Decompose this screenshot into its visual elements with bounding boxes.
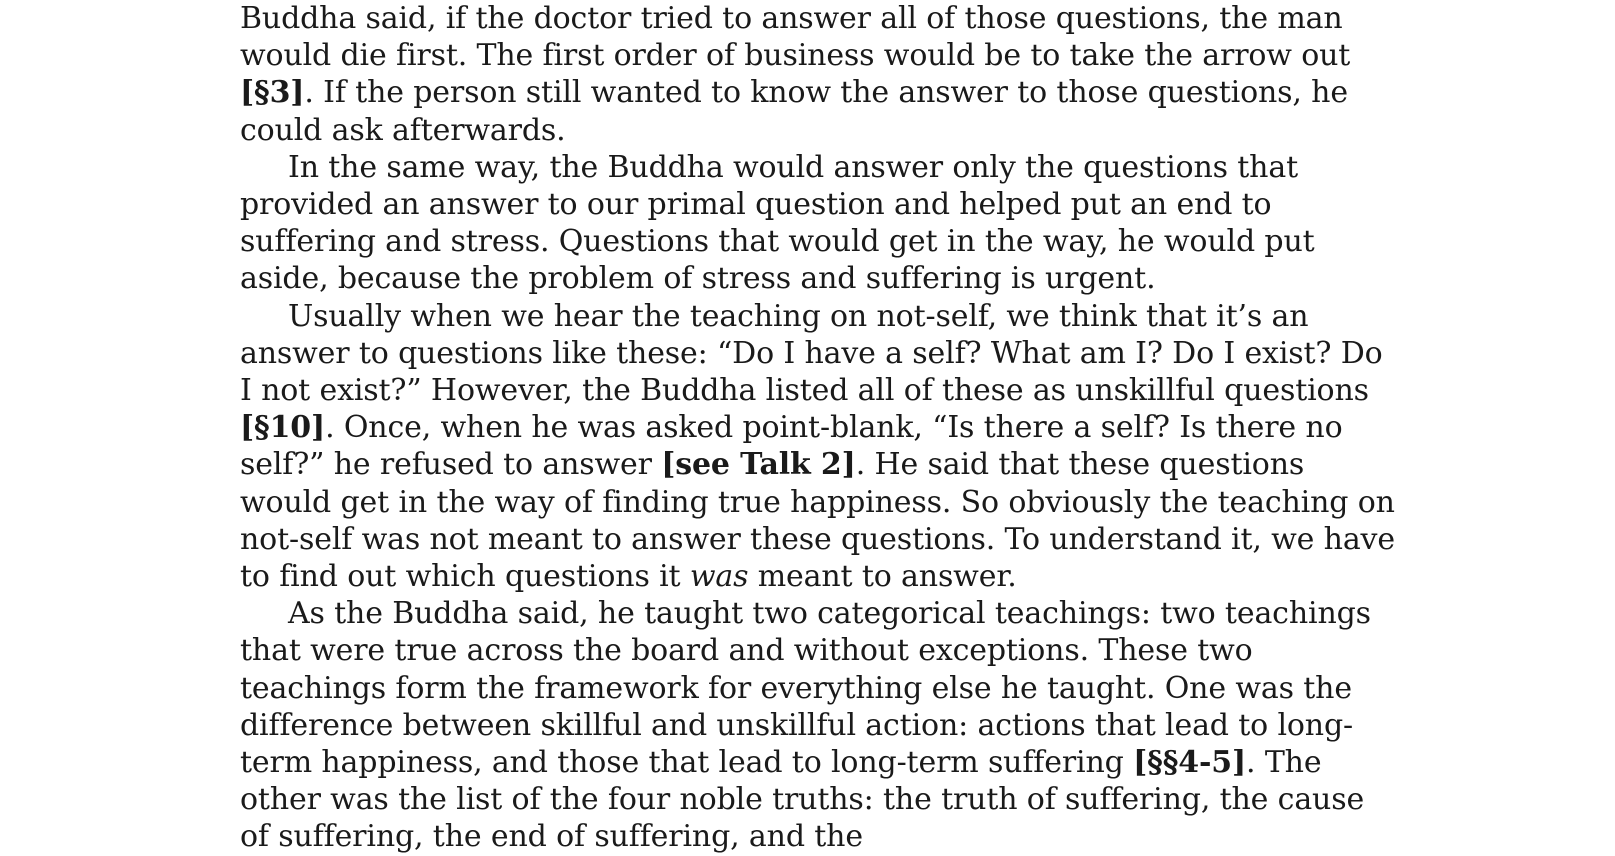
paragraph xyxy=(240,298,1400,596)
paragraph xyxy=(240,149,1400,298)
paragraph-text: . If the person still wanted to know the answer to those questions, he could ask afterwards. xyxy=(240,75,1348,148)
paragraph xyxy=(240,0,1400,149)
paragraph-text: . The other was the list of the four noble truths: the truth of suffering, the cause of suffering, the end of suffering, and the xyxy=(240,745,1365,855)
section-reference: [§§4-5] xyxy=(1133,745,1247,781)
paragraph-text: Buddha said, if the doctor tried to answer all of those questions, the man would die first. The first order of business would be to take the arrow out xyxy=(240,1,1351,74)
section-reference: [§10] xyxy=(240,410,326,446)
paragraph-text: In the same way, the Buddha would answer only the questions that provided an answer to our primal question and helped put an end to suffering and stress. Questions that would get in the way, he would put aside, because the problem of stress and suffering is urgent. xyxy=(240,149,1315,297)
emphasized-word: was xyxy=(689,559,749,595)
document-page xyxy=(240,0,1400,856)
section-reference: [§3] xyxy=(240,75,305,111)
paragraph-text: Usually when we hear the teaching on not-self, we think that it’s an answer to questions like these: “Do I have a self? What am I? Do I exist? Do I not exist?” However, the Buddha listed all of these as unskillful questions xyxy=(240,298,1383,409)
paragraph-text: As the Buddha said, he taught two categorical teachings: two teachings that were true across the board and without exceptions. These two teachings form the framework for everything else he taught. One was the difference between skillful and unskillful action: actions that lead to long-term happiness, and those that lead to long-term suffering xyxy=(240,596,1371,781)
paragraph xyxy=(240,595,1400,855)
paragraph-text: . He said that these questions would get in the way of finding true happiness. So obviously the teaching on not-self was not meant to answer these questions. To understand it, we have to find out which questions it xyxy=(240,447,1395,595)
talk-reference: [see Talk 2] xyxy=(661,447,856,483)
paragraph-text: meant to answer. xyxy=(748,559,1017,595)
paragraph-text: . Once, when he was asked point-blank, “Is there a self? Is there no self?” he refused to answer xyxy=(240,410,1343,483)
